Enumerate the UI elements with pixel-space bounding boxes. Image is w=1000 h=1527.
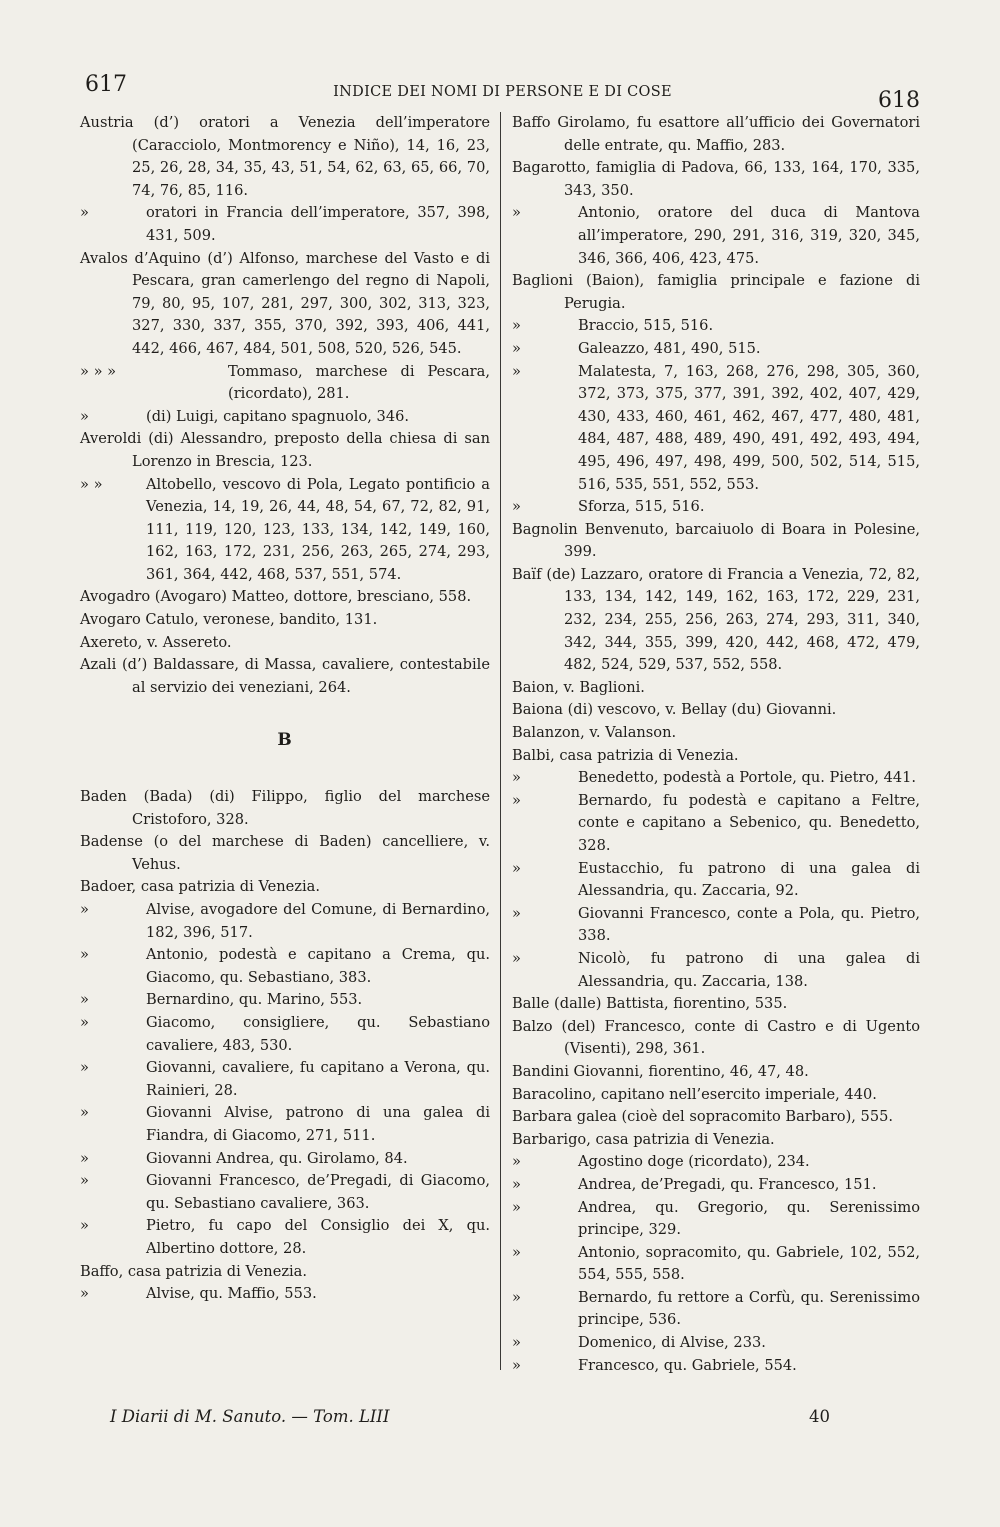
index-entry xyxy=(80,876,490,899)
entry-text: Balanzon, v. Valanson. xyxy=(512,724,677,742)
entry-text: Bagnolin Benvenuto, barcaiuolo di Boara in Polesine, 399. xyxy=(512,520,920,561)
index-entry xyxy=(512,1129,920,1152)
entry-text: Altobello, vescovo di Pola, Legato pontificio a Venezia, 14, 19, 26, 44, 48, 54, 67, 72, 82, 91, 111, 119, 120, 123, 133, 134, 142, 149, 160, 162, 163, 172, 231, 256, 263, 265, 274, 293, 361, 364, 442, 468, 537, 551, 574. xyxy=(146,475,490,583)
index-entry xyxy=(80,609,490,632)
entry-text: Giovanni Alvise, patrono di una galea di Fiandra, di Giacomo, 271, 511. xyxy=(146,1104,490,1144)
entry-text: Barbarigo, casa patrizia di Venezia. xyxy=(512,1130,775,1148)
entry-text: Nicolò, fu patrono di una galea di Alessandria, qu. Zaccaria, 138. xyxy=(578,949,920,990)
entry-text: Avalos d’Aquino (d’) Alfonso, marchese del Vasto e di Pescara, gran camerlengo del regno di Napoli, 79, 80, 95, 107, 281, 297, 300, 302, 313, 323, 327, 330, 337, 355, 370, 392, 393, 406, 441, 442, 466, 467, 484, 501, 508, 520, 526, 545. xyxy=(80,249,490,357)
ditto-mark: » xyxy=(80,1149,89,1167)
entry-text: Balbi, casa patrizia di Venezia. xyxy=(512,746,739,764)
index-entry xyxy=(80,248,490,361)
entry-text: Giovanni, cavaliere, fu capitano a Verona, qu. Rainieri, 28. xyxy=(146,1059,490,1099)
index-entry xyxy=(512,564,920,677)
entry-text: oratori in Francia dell’imperatore, 357, 398, 431, 509. xyxy=(146,204,490,244)
index-subentry xyxy=(512,338,920,361)
index-entry xyxy=(80,632,490,655)
ditto-mark: » xyxy=(512,317,521,335)
index-entry xyxy=(512,677,920,700)
entry-text: Baffo Girolamo, fu esattore all’ufficio dei Governatori delle entrate, qu. Maffio, 283. xyxy=(512,114,920,154)
ditto-mark: » xyxy=(80,204,89,222)
index-entry xyxy=(80,654,490,699)
index-subentry xyxy=(80,361,490,406)
ditto-mark: » xyxy=(512,859,521,877)
index-subentry xyxy=(80,1215,490,1260)
ditto-mark: » » xyxy=(80,475,103,493)
ditto-mark: » xyxy=(512,362,521,380)
index-subentry xyxy=(512,1332,920,1355)
entry-text: Bernardino, qu. Marino, 553. xyxy=(146,991,363,1009)
page-number-left: 617 xyxy=(85,72,127,97)
ditto-mark: » xyxy=(512,904,521,922)
index-subentry xyxy=(80,406,490,429)
entry-text: Giovanni Francesco, de’Pregadi, di Giacomo, qu. Sebastiano cavaliere, 363. xyxy=(146,1172,490,1212)
entry-text: Francesco, qu. Gabriele, 554. xyxy=(578,1356,797,1374)
index-subentry xyxy=(512,903,920,948)
entry-text: Bagarotto, famiglia di Padova, 66, 133, 164, 170, 335, 343, 350. xyxy=(512,159,920,199)
right-index-column xyxy=(512,112,920,1377)
entry-text: Austria (d’) oratori a Venezia dell’imperatore (Caracciolo, Montmorency e Niño), 14, 16, 23, 25, 26, 28, 34, 35, 43, 51, 54, 62, 63, 65, 66, 70, 74, 76, 85, 116. xyxy=(80,114,490,199)
entry-text: Braccio, 515, 516. xyxy=(578,317,714,335)
entry-text: Sforza, 515, 516. xyxy=(578,498,705,516)
entry-text: Baglioni (Baion), famiglia principale e fazione di Perugia. xyxy=(512,272,920,312)
index-entry xyxy=(80,786,490,831)
entry-text: Andrea, de’Pregadi, qu. Francesco, 151. xyxy=(578,1175,877,1193)
ditto-mark: » » » xyxy=(80,362,117,380)
entry-text: Baion, v. Baglioni. xyxy=(512,678,645,696)
ditto-mark: » xyxy=(512,1175,521,1193)
entry-text: Baffo, casa patrizia di Venezia. xyxy=(80,1262,308,1280)
entry-text: Axereto, v. Assereto. xyxy=(80,633,232,651)
index-entry xyxy=(512,722,920,745)
index-entry xyxy=(512,699,920,722)
index-subentry xyxy=(80,1012,490,1057)
ditto-mark: » xyxy=(80,901,89,918)
ditto-mark: » xyxy=(512,1356,521,1374)
entry-text: Bernardo, fu podestà e capitano a Feltre, conte e capitano a Sebenico, qu. Benedetto, 328. xyxy=(578,791,920,854)
footer-signature: 40 xyxy=(809,1407,830,1426)
entry-text: Averoldi (di) Alessandro, preposto della chiesa di san Lorenzo in Brescia, 123. xyxy=(80,430,490,470)
index-subentry xyxy=(512,202,920,270)
index-entry xyxy=(512,519,920,564)
entry-text: Malatesta, 7, 163, 268, 276, 298, 305, 360, 372, 373, 375, 377, 391, 392, 402, 407, 429, 430, 433, 460, 461, 462, 467, 477, 480, 481, 484, 487, 488, 489, 490, 491, 492, 493, 494, 495, 496, 497, 498, 499, 500, 502, 514, 515, 516, 535, 551, 552, 553. xyxy=(578,362,920,493)
entry-text: Baden (Bada) (di) Filippo, figlio del marchese Cristoforo, 328. xyxy=(80,788,490,828)
index-entry xyxy=(512,993,920,1016)
entry-text: Domenico, di Alvise, 233. xyxy=(578,1334,766,1352)
index-subentry xyxy=(512,361,920,497)
index-subentry xyxy=(512,1151,920,1174)
entry-text: Barbara galea (cioè del sopracomito Barbaro), 555. xyxy=(512,1108,894,1126)
entry-text: Giovanni Francesco, conte a Pola, qu. Pietro, 338. xyxy=(578,904,920,945)
index-subentry xyxy=(512,1197,920,1242)
index-subentry xyxy=(512,948,920,993)
entry-text: Andrea, qu. Gregorio, qu. Serenissimo principe, 329. xyxy=(578,1198,920,1239)
section-letter: B xyxy=(277,730,293,751)
entry-text: Bernardo, fu rettore a Corfù, qu. Serenissimo principe, 536. xyxy=(578,1288,920,1329)
entry-text: Giacomo, consigliere, qu. Sebastiano cavaliere, 483, 530. xyxy=(146,1013,490,1054)
entry-text: Eustacchio, fu patrono di una galea di Alessandria, qu. Zaccaria, 92. xyxy=(578,859,920,900)
column-divider xyxy=(500,112,501,1370)
entry-text: Avogaro Catulo, veronese, bandito, 131. xyxy=(80,611,378,629)
ditto-mark: » xyxy=(512,769,521,787)
ditto-mark: » xyxy=(80,1285,89,1303)
index-subentry xyxy=(512,790,920,858)
index-subentry xyxy=(80,1057,490,1102)
entry-text: Badoer, casa patrizia di Venezia. xyxy=(80,878,321,896)
ditto-mark: » xyxy=(512,339,521,357)
index-subentry xyxy=(512,1242,920,1287)
entry-text: Pietro, fu capo del Consiglio dei X, qu. Albertino dottore, 28. xyxy=(146,1217,490,1257)
entry-text: Balzo (del) Francesco, conte di Castro e di Ugento (Visenti), 298, 361. xyxy=(512,1017,920,1058)
ditto-mark: » xyxy=(512,1334,521,1352)
ditto-mark: » xyxy=(512,498,521,516)
index-subentry xyxy=(80,474,490,587)
ditto-mark: » xyxy=(80,991,89,1009)
ditto-mark: » xyxy=(512,1153,521,1171)
page-number-right: 618 xyxy=(878,88,920,113)
ditto-mark: » xyxy=(80,1217,89,1235)
index-entry xyxy=(512,112,920,157)
index-subentry xyxy=(80,899,490,944)
index-entry xyxy=(512,157,920,202)
index-subentry xyxy=(80,1102,490,1147)
entry-text: Baracolino, capitano nell’esercito imperiale, 440. xyxy=(512,1085,877,1103)
index-entry xyxy=(80,112,490,202)
entry-text: Antonio, sopracomito, qu. Gabriele, 102, 552, 554, 555, 558. xyxy=(578,1243,920,1284)
index-entry xyxy=(512,1016,920,1061)
ditto-mark: » xyxy=(512,1243,521,1261)
ditto-mark: » xyxy=(80,407,89,425)
index-subentry xyxy=(512,1287,920,1332)
entry-text: Baiona (di) vescovo, v. Bellay (du) Giovanni. xyxy=(512,701,837,719)
footer-title: I Diarii di M. Sanuto. — Tom. LIII xyxy=(110,1407,390,1426)
ditto-mark: » xyxy=(80,1013,89,1031)
ditto-mark: » xyxy=(512,1198,521,1216)
index-subentry xyxy=(80,989,490,1012)
entry-text: Baïf (de) Lazzaro, oratore di Francia a Venezia, 72, 82, 133, 134, 142, 149, 162, 163, 172, 229, 231, 232, 234, 255, 256, 263, 274, 293, 311, 340, 342, 344, 355, 399, 420, 442, 468, 472, 479, 482, 524, 529, 537, 552, 558. xyxy=(512,565,920,674)
index-subentry xyxy=(512,315,920,338)
entry-text: Tommaso, marchese di Pescara, (ricordato), 281. xyxy=(228,362,490,403)
entry-text: Alvise, qu. Maffio, 553. xyxy=(146,1285,317,1303)
index-entry xyxy=(512,1061,920,1084)
ditto-mark: » xyxy=(80,1172,89,1190)
entry-text: Balle (dalle) Battista, fiorentino, 535. xyxy=(512,995,788,1013)
entry-text: Avogadro (Avogaro) Matteo, dottore, bresciano, 558. xyxy=(80,588,472,606)
ditto-mark: » xyxy=(512,791,521,809)
index-entry xyxy=(512,270,920,315)
entry-text: Azali (d’) Baldassare, di Massa, cavaliere, contestabile al servizio dei veneziani, 264. xyxy=(80,656,490,696)
index-subentry xyxy=(512,858,920,903)
running-title: INDICE DEI NOMI DI PERSONE E DI COSE xyxy=(333,84,672,100)
index-subentry xyxy=(512,767,920,790)
entry-text: Antonio, podestà e capitano a Crema, qu. Giacomo, qu. Sebastiano, 383. xyxy=(146,946,490,986)
entry-text: Benedetto, podestà a Portole, qu. Pietro, 441. xyxy=(578,769,917,787)
index-subentry xyxy=(512,1355,920,1378)
index-entry xyxy=(512,1084,920,1107)
index-subentry xyxy=(512,1174,920,1197)
index-entry xyxy=(80,586,490,609)
entry-text: Agostino doge (ricordato), 234. xyxy=(578,1153,810,1171)
index-entry xyxy=(512,745,920,768)
index-subentry xyxy=(80,944,490,989)
page-header xyxy=(85,68,920,113)
index-subentry xyxy=(80,1283,490,1306)
index-entry xyxy=(80,1261,490,1284)
page-footer xyxy=(110,1407,830,1437)
entry-text: Antonio, oratore del duca di Mantova all’imperatore, 290, 291, 316, 319, 320, 345, 346, 366, 406, 423, 475. xyxy=(578,204,920,267)
index-subentry xyxy=(512,496,920,519)
entry-text: Galeazzo, 481, 490, 515. xyxy=(578,339,761,357)
ditto-mark: » xyxy=(80,1059,89,1077)
entry-text: Alvise, avogadore del Comune, di Bernardino, 182, 396, 517. xyxy=(146,901,490,941)
entry-text: Badense (o del marchese di Baden) cancelliere, v. Vehus. xyxy=(80,833,490,873)
entry-text: (di) Luigi, capitano spagnuolo, 346. xyxy=(146,407,410,425)
ditto-mark: » xyxy=(80,946,89,964)
entry-text: Giovanni Andrea, qu. Girolamo, 84. xyxy=(146,1149,408,1167)
ditto-mark: » xyxy=(512,949,521,967)
index-entry xyxy=(512,1106,920,1129)
entry-text: Bandini Giovanni, fiorentino, 46, 47, 48. xyxy=(512,1062,809,1080)
left-index-column xyxy=(80,112,490,1306)
ditto-mark: » xyxy=(512,204,521,222)
index-subentry xyxy=(80,202,490,247)
index-subentry xyxy=(80,1148,490,1171)
index-entry xyxy=(80,428,490,473)
index-subentry xyxy=(80,1170,490,1215)
index-entry xyxy=(80,831,490,876)
ditto-mark: » xyxy=(80,1104,89,1122)
ditto-mark: » xyxy=(512,1288,521,1306)
